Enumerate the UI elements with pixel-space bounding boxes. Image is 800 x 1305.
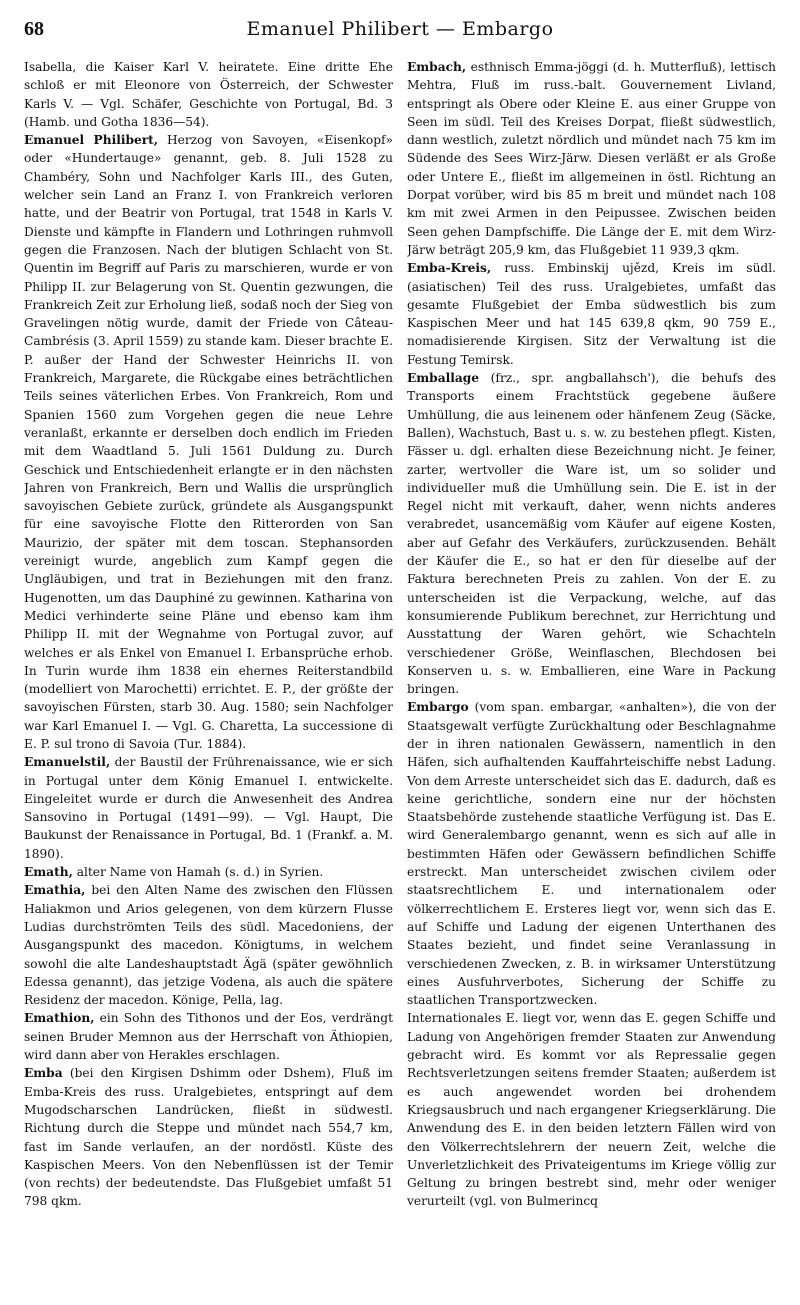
page-number: 68 [24, 18, 44, 40]
headword: Embach, [407, 60, 467, 74]
entry-text: russ. Embinskij ujězd, Kreis im südl. (asiatischen) Teil des russ. Uralgebietes, umfaßt das gesamte Flußgebiet der Emba südwestlich bis zum Kaspischen Meer und hat 145 639,8 qkm, 90 759 E., nomadisierende Kirgisen. Sitz der Verwaltung ist die Festung Temirsk. [407, 261, 776, 367]
entry-text: (bei den Kirgisen Dshimm oder Dshem), Fluß im Emba-Kreis des russ. Uralgebietes, entspringt auf dem Mugodscharschen Landrücken, fließt in südwestl. Richtung durch die Steppe und mündet nach 554,7 km, fast im Sande verlaufen, an der nordöstl. Küste des Kaspischen Meers. Von den Nebenflüssen ist der Temir (von rechts) der bedeutendste. Das Flußgebiet umfaßt 51 798 qkm. [24, 1066, 393, 1209]
entry-continuation: Isabella, die Kaiser Karl V. heiratete. Eine dritte Ehe schloß er mit Eleonore von Österreich, der Schwester Karls V. — Vgl. Schäfer, Geschichte von Portugal, Bd. 3 (Hamb. und Gotha 1836—54). [24, 60, 393, 129]
running-head: Emanuel Philibert — Embargo [246, 18, 554, 40]
entry-emba-kreis [407, 259, 776, 369]
page-header [24, 18, 776, 58]
right-column [407, 58, 776, 1288]
entry-embargo [407, 698, 776, 1009]
entry-emballage [407, 369, 776, 698]
entry-emath [24, 863, 393, 881]
headword: Emathia, [24, 883, 86, 898]
entry-emathion [24, 1009, 393, 1064]
headword: Embargo [407, 700, 469, 715]
entry-text: der Baustil der Frührenaissance, wie er sich in Portugal unter dem König Emanuel I. entwickelte. Eingeleitet wurde er durch die Anwesenheit des Andrea Sansovino in Portugal (1491—99). — Vgl. Haupt, Die Baukunst der Renaissance in Portugal, Bd. 1 (Frankf. a. M. 1890). [24, 755, 393, 861]
entry-emathia [24, 881, 393, 1009]
entry-text: alter Name von Hamah (s. d.) in Syrien. [72, 865, 324, 880]
headword: Emba-Kreis, [407, 261, 492, 276]
entry-text: bei den Alten Name des zwischen den Flüssen Haliakmon und Arios gelegenen, von dem kürzern Flusse Ludias durchströmten Teils des südl. Macedoniens, der Ausgangspunkt des macedon. Königtums, in welchem sowohl die alte Landeshauptstadt Ägä (später gewöhnlich Edessa genannt), das jetzige Vodena, als auch die spätere Residenz der macedon. Könige, Pella, lag. [24, 883, 393, 1008]
entry-emanuelstil [24, 753, 393, 863]
headword: Emath, [24, 865, 73, 880]
entry-text: Herzog von Savoyen, «Eisenkopf» oder «Hundertauge» genannt, geb. 8. Juli 1528 zu Chambéry, Sohn und Nachfolger Karls III., des Guten, welcher sein Land an Franz I. von Frankreich verloren hatte, und der Beatrir von Portugal, trat 1548 in Karls V. Dienste und kämpfte in Flandern und Lothringen ruhmvoll gegen die Franzosen. Nach der blutigen Schlacht von St. Quentin im Begriff auf Paris zu marschieren, wurde er von Philipp II. zur Belagerung von St. Quentin gezwungen, die Frankreich Zeit zur Erholung ließ, sodaß noch der Sieg von Gravelingen nötig wurde, damit der Friede von Câteau-Cambrésis (3. April 1559) zu stande kam. Dieser brachte E. P. außer der Hand der Schwester Heinrichs II. von Frankreich, Margarete, die Rückgabe eines beträchtlichen Teils seines väterlichen Erbes. Von Frankreich, Rom und Spanien 1560 zum Vorgehen gegen die neue Lehre veranlaßt, erkannte er derselben doch endlich im Frieden mit dem Waadtland 5. Juli 1561 Duldung zu. Durch Geschick und Entschiedenheit erlangte er in den nächsten Jahren von Frankreich, Bern und Wallis die ursprünglich savoyischen Gebiete zurück, gründete als Ausgangspunkt für eine savoyische Flotte den Ritterorden von San Maurizio, der später mit dem toscan. Stephansorden vereinigt wurde, angeblich zum Kampf gegen die Ungläubigen, und trat in Beziehungen mit den franz. Hugenotten, um das Dauphiné zu gewinnen. Katharina von Medici verhinderte seine Pläne und ebenso kam ihm Philipp II. mit der Wegnahme von Portugal zuvor, auf welches er als Enkel von Emanuel I. Erbansprüche erhob. In Turin wurde ihm 1838 ein ehernes Reiterstandbild (modelliert von Marochetti) errichtet. E. P., der größte der savoyischen Fürsten, starb 30. Aug. 1580; sein Nachfolger war Karl Emanuel I. — Vgl. G. Charetta, La successione di E. P. sul trono di Savoia (Tur. 1884). [24, 133, 393, 751]
entry-emba [24, 1064, 393, 1210]
headword: Emathion, [24, 1011, 95, 1026]
entry-embargo-international: Internationales E. liegt vor, wenn das E. gegen Schiffe und Ladung von Angehörigen fremder Staaten zur Anwendung gebracht wird. Es kommt vor als Repressalie gegen Rechtsverletzungen seitens fremder Staaten; außerdem ist es auch angewendet worden bei drohendem Kriegsausbruch und nach ergangener Kriegserklärung. Die Anwendung des E. in den beiden letztern Fällen wird von den Völkerrechtslehrern der neuern Zeit, welche die Unverletzlichkeit des Privateigentums im Kriege völlig zur Geltung zu bringen bestrebt sind, mehr oder weniger verurteilt (vgl. von Bulmerincq [407, 1011, 776, 1209]
text-columns [24, 58, 776, 1288]
entry-text: esthnisch Emma-jöggi (d. h. Mutterfluß), lettisch Mehtra, Fluß im russ.-balt. Gouvernement Livland, entspringt als Obere oder Kleine E. aus einer Gruppe von Seen im südl. Teil des Kreises Dorpat, fließt südwestlich, dann westlich, zuletzt nördlich und mündet nach 75 km im Südende des Sees Wirz-Järw. Diesen verläßt er als Große oder Untere E., fließt im allgemeinen in östl. Richtung an Dorpat vorüber, wird bis 85 m breit und mündet nach 108 km mit zwei Armen in den Peipussee. Zwischen beiden Seen gehen Dampfschiffe. Die Länge der E. mit dem Wirz-Järw beträgt 205,9 km, das Flußgebiet 11 939,3 qkm. [407, 60, 776, 257]
entry-embach [407, 58, 776, 259]
entry-text: (frz., spr. angballahsch'), die behufs des Transports einem Frachtstück gegebene äußere Umhüllung, die aus leinenem oder hänfenem Zeug (Säcke, Ballen), Wachstuch, Bast u. s. w. zu bestehen pflegt. Kisten, Fässer u. dgl. erhalten diese Bezeichnung nicht. Je feiner, zarter, wertvoller die Ware ist, um so solider und individueller muß die Umhüllung sein. Die E. ist in der Regel nicht mit verkauft, daher, wenn nichts anderes verabredet, usancemäßig vom Käufer auf eigene Kosten, aber auf Gefahr des Verkäufers, zurückzusenden. Behält der Käufer die E., so hat er den für dieselbe auf der Faktura berechneten Preis zu zahlen. Von der E. zu unterscheiden ist die Verpackung, welche, auf das konsumierende Publikum berechnet, zur Herrichtung und Ausstattung der Waren gehört, wie Schachteln verschiedener Größe, Weinflaschen, Blechdosen bei Konserven u. s. w. Emballieren, eine Ware in Packung bringen. [407, 371, 776, 697]
entry-text: ein Sohn des Tithonos und der Eos, verdrängt seinen Bruder Memnon aus der Herrschaft von Äthiopien, wird dann aber von Herakles erschlagen. [24, 1011, 393, 1063]
headword: Emballage [407, 371, 480, 386]
left-column [24, 58, 393, 1288]
headword: Emanuelstil, [24, 755, 111, 770]
entry-emanuel-philibert [24, 131, 393, 753]
headword: Emanuel Philibert, [24, 133, 159, 148]
headword: Emba [24, 1066, 63, 1081]
entry-text: (vom span. embargar, «anhalten»), die von der Staatsgewalt verfügte Zurückhaltung oder Beschlagnahme der in ihren nationalen Gewässern, namentlich in den Häfen, sich aufhaltenden Kauffahrteischiffe nebst Ladung. Von dem Arreste unterscheidet sich das E. dadurch, daß es keine gerichtliche, sondern eine nur der höchsten Staatsbehörde zustehende staatliche Verfügung ist. Das E. wird Generalembargo genannt, wenn es sich auf alle in bestimmten Häfen oder Gewässern befindlichen Schiffe erstreckt. Man unterscheidet zwischen civilem oder staatsrechtlichem E. und internationalem oder völkerrechtlichem E. Ersteres liegt vor, wenn sich das E. auf Schiffe und Ladung der eigenen Unterthanen des Staates bezieht, und findet seine Veranlassung in verschiedenen Zwecken, z. B. in wirksamer Unterstützung eines Ausfuhrverbotes, Sicherung der Schiffe zu staatlichen Transportzwecken. [407, 700, 776, 1008]
